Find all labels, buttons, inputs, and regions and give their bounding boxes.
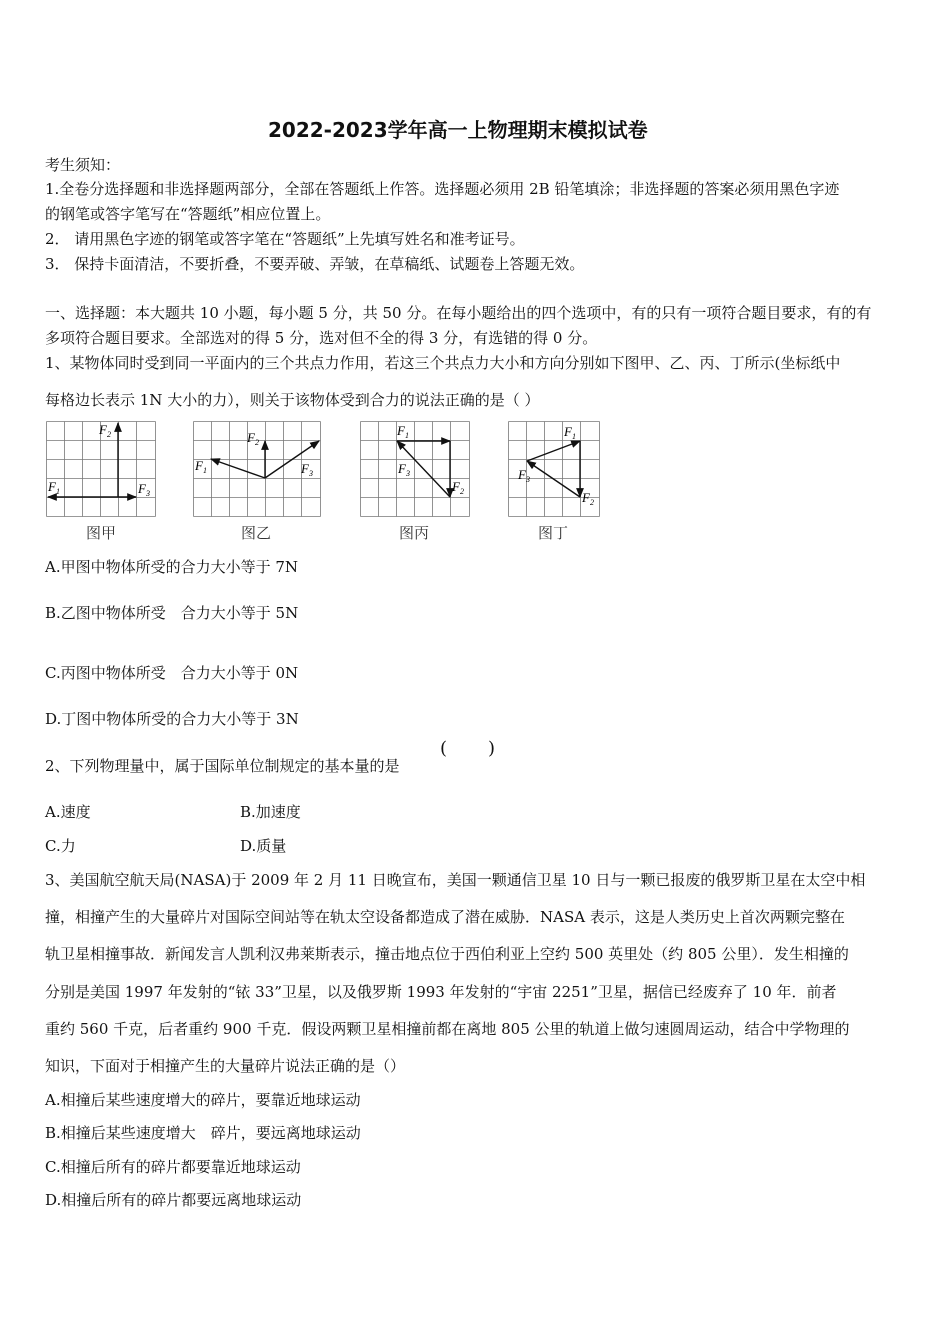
notice-line-1b: 的钢笔或答字笔写在“答题纸”相应位置上。 <box>45 205 331 223</box>
q2-option-d: D.质量 <box>240 837 287 855</box>
ding-f3-arrow <box>527 461 580 497</box>
yi-f1-sub: 1 <box>202 466 207 475</box>
jia-f3-label: F <box>138 481 146 496</box>
svg-text:F3 <box>517 467 530 484</box>
figure-ding-grid <box>508 421 600 517</box>
figure-jia-caption: 图甲 <box>86 524 117 542</box>
yi-f3-sub: 3 <box>308 469 313 478</box>
bing-f3-sub: 3 <box>405 469 410 478</box>
q3-stem-line-3: 轨卫星相撞事故．新闻发言人凯利汉弗莱斯表示，撞击地点位于西伯利亚上空约 500 英里处（约 805 公里）．发生相撞的 <box>45 945 849 963</box>
figure-bing <box>360 421 470 517</box>
svg-text:F2 <box>451 479 464 496</box>
yi-f1-label: F <box>195 458 203 473</box>
figure-bing-caption: 图丙 <box>399 524 430 542</box>
bing-f2-label: F <box>452 479 460 494</box>
figure-ding-caption: 图丁 <box>538 524 569 542</box>
q2-option-b: B.加速度 <box>240 803 301 821</box>
svg-text:F1 <box>396 423 409 440</box>
ding-f3-label: F <box>518 467 526 482</box>
q1-option-b: B.乙图中物体所受 合力大小等于 5N <box>45 604 299 622</box>
q3-stem-line-1: 3、美国航空航天局(NASA)于 2009 年 2 月 11 日晚宣布，美国一颗通信卫星 10 日与一颗已报废的俄罗斯卫星在太空中相 <box>45 871 866 889</box>
jia-f2-sub: 2 <box>106 430 111 439</box>
q3-option-a: A.相撞后某些速度增大的碎片，要靠近地球运动 <box>45 1091 361 1109</box>
bing-f1-sub: 1 <box>404 431 409 440</box>
figure-yi <box>193 421 321 517</box>
q1-option-a: A.甲图中物体所受的合力大小等于 7N <box>45 558 299 576</box>
q1-option-d: D.丁图中物体所受的合力大小等于 3N <box>45 710 299 728</box>
bing-f2-sub: 2 <box>459 487 464 496</box>
q3-stem-line-5: 重约 560 千克，后者重约 900 千克．假设两颗卫星相撞前都在离地 805 公里的轨道上做匀速圆周运动，结合中学物理的 <box>45 1020 850 1038</box>
notice-line-2: 2． 请用黑色字迹的钢笔或答字笔在“答题纸”上先填写姓名和准考证号。 <box>45 230 525 248</box>
q3-option-b: B.相撞后某些速度增大 碎片，要远离地球运动 <box>45 1124 361 1142</box>
q3-option-c: C.相撞后所有的碎片都要靠近地球运动 <box>45 1158 301 1176</box>
yi-f1-arrow <box>211 459 265 478</box>
ding-f3-sub: 3 <box>525 475 530 484</box>
notice-line-1a: 1.全卷分选择题和非选择题两部分，全部在答题纸上作答。选择题必须用 2B 铅笔填涂；非选择题的答案必须用黑色字迹 <box>45 180 840 198</box>
figure-yi-grid <box>193 421 321 517</box>
figure-ding <box>508 421 600 517</box>
svg-text:F3 <box>300 461 313 478</box>
q3-stem-line-6: 知识，下面对于相撞产生的大量碎片说法正确的是（） <box>45 1057 406 1075</box>
figure-bing-grid <box>360 421 470 517</box>
q1-stem-line-2: 每格边长表示 1N 大小的力），则关于该物体受到合力的说法正确的是（ ） <box>45 391 540 409</box>
ding-f1-label: F <box>564 424 572 439</box>
q3-option-d: D.相撞后所有的碎片都要远离地球运动 <box>45 1191 302 1209</box>
jia-f1-label: F <box>48 479 56 494</box>
svg-text:F1 <box>194 458 207 475</box>
q1-option-c: C.丙图中物体所受 合力大小等于 0N <box>45 664 299 682</box>
q1-stem-line-1: 1、某物体同时受到同一平面内的三个共点力作用，若这三个共点力大小和方向分别如下图甲、乙、丙、丁所示(坐标纸中 <box>45 354 841 372</box>
jia-f2-label: F <box>99 422 107 437</box>
ding-f2-label: F <box>582 490 590 505</box>
q2-paren-open: ( <box>440 738 448 759</box>
q2-stem: 2、下列物理量中，属于国际单位制规定的基本量的是 <box>45 757 400 775</box>
svg-text:F2 <box>98 422 111 439</box>
svg-text:F3 <box>137 481 150 498</box>
svg-text:F3 <box>397 461 410 478</box>
q3-stem-line-4: 分别是美国 1997 年发射的“铱 33”卫星，以及俄罗斯 1993 年发射的“宇宙 2251”卫星，据信已经废弃了 10 年．前者 <box>45 983 837 1001</box>
ding-f2-sub: 2 <box>589 498 594 507</box>
notice-heading: 考生须知： <box>45 156 121 174</box>
figure-yi-caption: 图乙 <box>241 524 272 542</box>
yi-f2-label: F <box>247 430 255 445</box>
ding-f1-sub: 1 <box>571 432 576 441</box>
page-title: 2022-2023学年高一上物理期末模拟试卷 <box>268 118 648 142</box>
figure-jia <box>46 421 156 517</box>
bing-f1-label: F <box>397 423 405 438</box>
q2-option-c: C.力 <box>45 837 76 855</box>
yi-f3-label: F <box>301 461 309 476</box>
svg-text:F2 <box>246 430 259 447</box>
q2-paren-close: ) <box>488 738 496 759</box>
jia-f3-sub: 3 <box>145 489 150 498</box>
section-intro-line-1: 一、选择题：本大题共 10 小题，每小题 5 分，共 50 分。在每小题给出的四个选项中，有的只有一项符合题目要求，有的有 <box>45 304 872 322</box>
svg-text:F2 <box>581 490 594 507</box>
bing-f3-label: F <box>398 461 406 476</box>
notice-line-3: 3． 保持卡面清洁，不要折叠，不要弄破、弄皱，在草稿纸、试题卷上答题无效。 <box>45 255 585 273</box>
q3-stem-line-2: 撞，相撞产生的大量碎片对国际空间站等在轨太空设备都造成了潜在威胁．NASA 表示，这是人类历史上首次两颗完整在 <box>45 908 845 926</box>
section-intro-line-2: 多项符合题目要求。全部选对的得 5 分，选对但不全的得 3 分，有选错的得 0 分。 <box>45 329 598 347</box>
figure-jia-grid <box>46 421 156 517</box>
q2-option-a: A.速度 <box>45 803 91 821</box>
ding-f1-arrow <box>527 441 580 461</box>
svg-text:F1 <box>563 424 576 441</box>
jia-f1-sub: 1 <box>55 487 60 496</box>
yi-f2-sub: 2 <box>254 438 259 447</box>
svg-text:F1 <box>47 479 60 496</box>
